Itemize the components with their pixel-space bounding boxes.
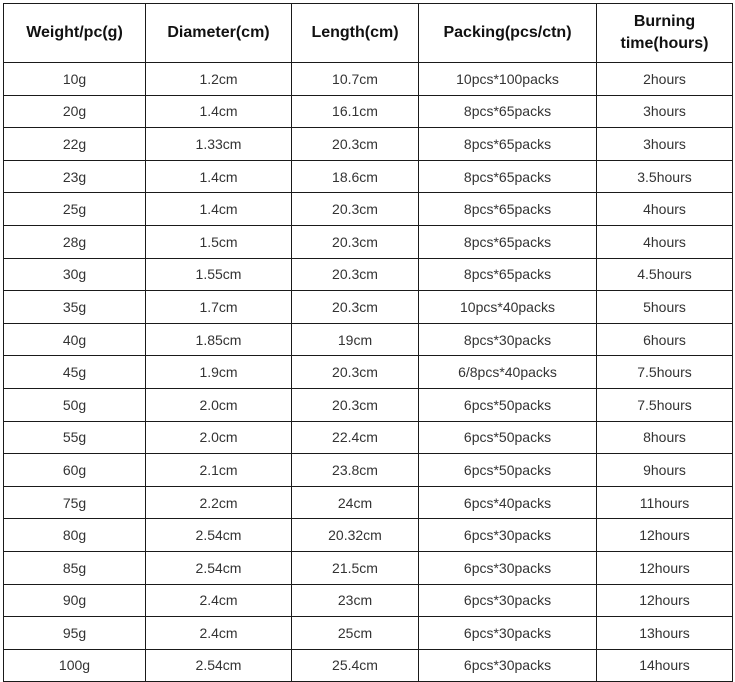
table-row <box>4 519 733 552</box>
cell-diameter: 1.2cm <box>146 63 292 96</box>
cell-packing: 6pcs*30packs <box>419 617 597 650</box>
header-burning-time: Burning time(hours) <box>597 4 733 63</box>
cell-packing: 8pcs*65packs <box>419 258 597 291</box>
cell-diameter: 2.54cm <box>146 519 292 552</box>
cell-diameter: 1.9cm <box>146 356 292 389</box>
cell-weight: 90g <box>4 584 146 617</box>
cell-weight: 20g <box>4 95 146 128</box>
table-row <box>4 323 733 356</box>
cell-burning-time: 4.5hours <box>597 258 733 291</box>
cell-length: 23cm <box>292 584 419 617</box>
cell-diameter: 2.1cm <box>146 454 292 487</box>
cell-weight: 35g <box>4 291 146 324</box>
header-row <box>4 4 733 63</box>
cell-diameter: 2.2cm <box>146 486 292 519</box>
cell-length: 23.8cm <box>292 454 419 487</box>
cell-weight: 100g <box>4 649 146 682</box>
cell-weight: 50g <box>4 388 146 421</box>
cell-diameter: 2.0cm <box>146 388 292 421</box>
cell-burning-time: 12hours <box>597 519 733 552</box>
cell-diameter: 2.4cm <box>146 617 292 650</box>
cell-weight: 10g <box>4 63 146 96</box>
cell-burning-time: 13hours <box>597 617 733 650</box>
cell-weight: 22g <box>4 128 146 161</box>
header-weight: Weight/pc(g) <box>4 4 146 63</box>
cell-packing: 8pcs*65packs <box>419 160 597 193</box>
cell-burning-time: 2hours <box>597 63 733 96</box>
cell-length: 21.5cm <box>292 551 419 584</box>
cell-packing: 6pcs*50packs <box>419 454 597 487</box>
cell-weight: 25g <box>4 193 146 226</box>
table-row <box>4 356 733 389</box>
cell-length: 10.7cm <box>292 63 419 96</box>
cell-diameter: 1.55cm <box>146 258 292 291</box>
cell-diameter: 1.4cm <box>146 95 292 128</box>
candle-spec-table <box>3 3 733 682</box>
header-diameter: Diameter(cm) <box>146 4 292 63</box>
cell-length: 20.3cm <box>292 258 419 291</box>
cell-weight: 95g <box>4 617 146 650</box>
cell-weight: 60g <box>4 454 146 487</box>
table-row <box>4 128 733 161</box>
cell-packing: 8pcs*30packs <box>419 323 597 356</box>
cell-weight: 80g <box>4 519 146 552</box>
cell-diameter: 1.4cm <box>146 193 292 226</box>
cell-burning-time: 11hours <box>597 486 733 519</box>
cell-length: 20.32cm <box>292 519 419 552</box>
cell-burning-time: 3hours <box>597 95 733 128</box>
table-row <box>4 617 733 650</box>
cell-burning-time: 6hours <box>597 323 733 356</box>
cell-packing: 10pcs*100packs <box>419 63 597 96</box>
cell-diameter: 2.0cm <box>146 421 292 454</box>
cell-burning-time: 5hours <box>597 291 733 324</box>
cell-burning-time: 7.5hours <box>597 356 733 389</box>
cell-packing: 8pcs*65packs <box>419 128 597 161</box>
cell-weight: 28g <box>4 225 146 258</box>
cell-length: 20.3cm <box>292 388 419 421</box>
cell-length: 20.3cm <box>292 128 419 161</box>
cell-diameter: 2.4cm <box>146 584 292 617</box>
header-packing: Packing(pcs/ctn) <box>419 4 597 63</box>
cell-weight: 55g <box>4 421 146 454</box>
cell-length: 25cm <box>292 617 419 650</box>
cell-burning-time: 4hours <box>597 225 733 258</box>
cell-packing: 8pcs*65packs <box>419 95 597 128</box>
cell-diameter: 2.54cm <box>146 551 292 584</box>
cell-burning-time: 7.5hours <box>597 388 733 421</box>
cell-burning-time: 8hours <box>597 421 733 454</box>
cell-length: 20.3cm <box>292 291 419 324</box>
cell-diameter: 1.5cm <box>146 225 292 258</box>
table-header <box>4 4 733 63</box>
cell-diameter: 2.54cm <box>146 649 292 682</box>
cell-packing: 6pcs*30packs <box>419 551 597 584</box>
cell-length: 18.6cm <box>292 160 419 193</box>
cell-length: 16.1cm <box>292 95 419 128</box>
cell-burning-time: 3hours <box>597 128 733 161</box>
cell-weight: 45g <box>4 356 146 389</box>
cell-packing: 6pcs*30packs <box>419 584 597 617</box>
cell-diameter: 1.33cm <box>146 128 292 161</box>
cell-length: 22.4cm <box>292 421 419 454</box>
spec-table-container <box>3 3 733 682</box>
table-row <box>4 551 733 584</box>
cell-packing: 8pcs*65packs <box>419 225 597 258</box>
cell-burning-time: 9hours <box>597 454 733 487</box>
cell-length: 20.3cm <box>292 193 419 226</box>
cell-packing: 8pcs*65packs <box>419 193 597 226</box>
cell-packing: 6pcs*50packs <box>419 388 597 421</box>
table-row <box>4 225 733 258</box>
cell-diameter: 1.4cm <box>146 160 292 193</box>
cell-packing: 6pcs*50packs <box>419 421 597 454</box>
table-row <box>4 291 733 324</box>
cell-burning-time: 12hours <box>597 584 733 617</box>
cell-burning-time: 14hours <box>597 649 733 682</box>
table-row <box>4 95 733 128</box>
table-row <box>4 486 733 519</box>
cell-packing: 6pcs*30packs <box>419 519 597 552</box>
cell-packing: 10pcs*40packs <box>419 291 597 324</box>
table-row <box>4 63 733 96</box>
table-row <box>4 258 733 291</box>
table-row <box>4 421 733 454</box>
table-row <box>4 160 733 193</box>
cell-packing: 6pcs*30packs <box>419 649 597 682</box>
cell-length: 20.3cm <box>292 225 419 258</box>
cell-packing: 6pcs*40packs <box>419 486 597 519</box>
table-row <box>4 649 733 682</box>
cell-weight: 23g <box>4 160 146 193</box>
cell-weight: 75g <box>4 486 146 519</box>
cell-packing: 6/8pcs*40packs <box>419 356 597 389</box>
cell-burning-time: 12hours <box>597 551 733 584</box>
cell-burning-time: 3.5hours <box>597 160 733 193</box>
table-row <box>4 454 733 487</box>
cell-length: 25.4cm <box>292 649 419 682</box>
table-row <box>4 388 733 421</box>
cell-diameter: 1.85cm <box>146 323 292 356</box>
cell-burning-time: 4hours <box>597 193 733 226</box>
table-row <box>4 193 733 226</box>
header-length: Length(cm) <box>292 4 419 63</box>
cell-weight: 30g <box>4 258 146 291</box>
cell-weight: 40g <box>4 323 146 356</box>
table-row <box>4 584 733 617</box>
cell-length: 19cm <box>292 323 419 356</box>
cell-diameter: 1.7cm <box>146 291 292 324</box>
cell-length: 24cm <box>292 486 419 519</box>
cell-length: 20.3cm <box>292 356 419 389</box>
cell-weight: 85g <box>4 551 146 584</box>
table-body <box>4 63 733 682</box>
